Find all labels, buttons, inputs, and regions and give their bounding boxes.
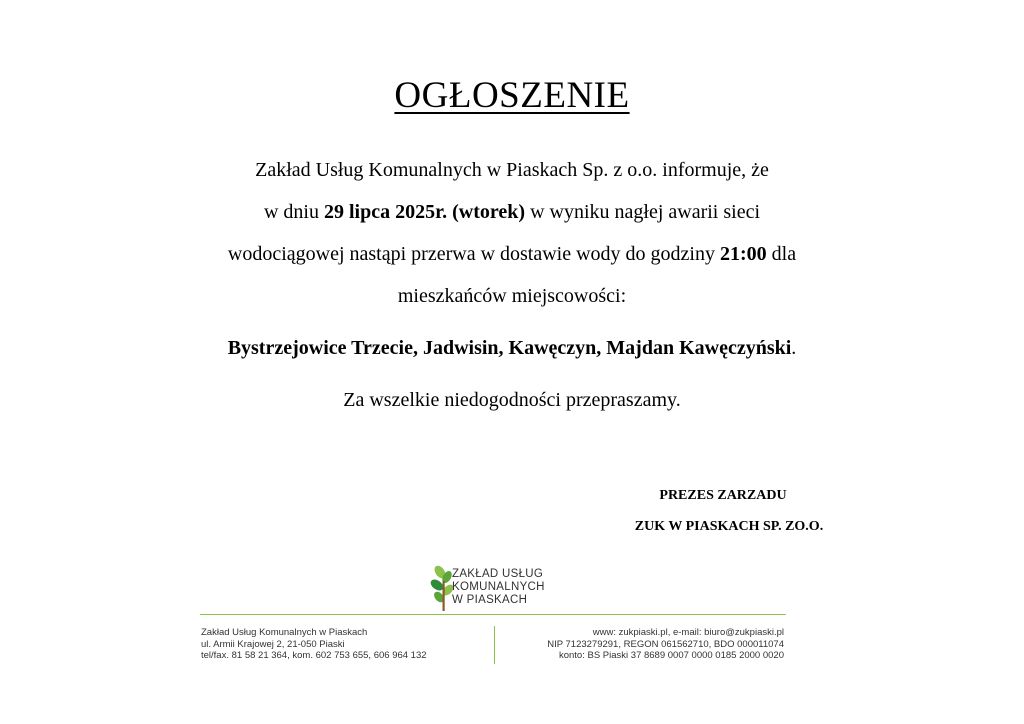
logo-line-3: W PIASKACH — [452, 594, 528, 606]
line2-suffix: w wyniku nagłej awarii sieci — [525, 201, 761, 223]
footer-company-name: Zakład Usług Komunalnych w Piaskach — [201, 627, 368, 638]
footer-divider — [200, 614, 786, 615]
line3-prefix: wodociągowej nastąpi przerwa w dostawie wody do godziny — [227, 243, 720, 265]
announcement-line-2 — [0, 202, 1024, 222]
footer-tax-ids: NIP 7123279291, REGON 061562710, BDO 000011074 — [547, 638, 784, 650]
line2-prefix: w dniu — [263, 201, 324, 223]
outage-day: (wtorek) — [452, 201, 526, 223]
announcement-line-1: Zakład Usług Komunalnych w Piaskach Sp. z o.o. informuje, że — [255, 159, 769, 181]
signature-company: ZUK W PIASKACH SP. ZO.O. — [634, 519, 824, 534]
line3-suffix: dla — [766, 243, 797, 265]
footer-bank-account: konto: BS Piaski 37 8689 0007 0000 0185 2000 0020 — [558, 650, 784, 661]
announcement-line-4: mieszkańców miejscowości: — [397, 285, 627, 307]
footer-web-email: www: zukpiaski.pl, e-mail: biuro@zukpiaski.pl — [592, 627, 784, 638]
footer-column-divider — [494, 626, 495, 664]
footer-street: ul. Armii Krajowej 2, 21-050 Piaski — [201, 638, 345, 650]
logo-line-1: ZAKŁAD USŁUG — [452, 568, 544, 580]
title-text: OGŁOSZENIE — [394, 75, 630, 116]
logo-line-2: KOMUNALNYCH — [452, 581, 545, 593]
footer-phone: tel/fax. 81 58 21 364, kom. 602 753 655, 606 964 132 — [201, 650, 427, 661]
outage-date: 29 lipca 2025r. — [323, 201, 448, 223]
apology-text: Za wszelkie niedogodności przepraszamy. — [343, 389, 681, 411]
localities-period: . — [791, 337, 797, 359]
localities-line — [0, 338, 1024, 358]
footer-contact — [547, 627, 784, 662]
signature-title: PREZES ZARZADU — [659, 488, 787, 503]
outage-end-time: 21:00 — [719, 243, 767, 265]
footer-address — [201, 627, 427, 662]
announcement-line-3 — [0, 244, 1024, 264]
document-title — [0, 74, 1024, 117]
affected-localities: Bystrzejowice Trzecie, Jadwisin, Kawęczyn, Majdan Kawęczyński — [227, 337, 792, 359]
